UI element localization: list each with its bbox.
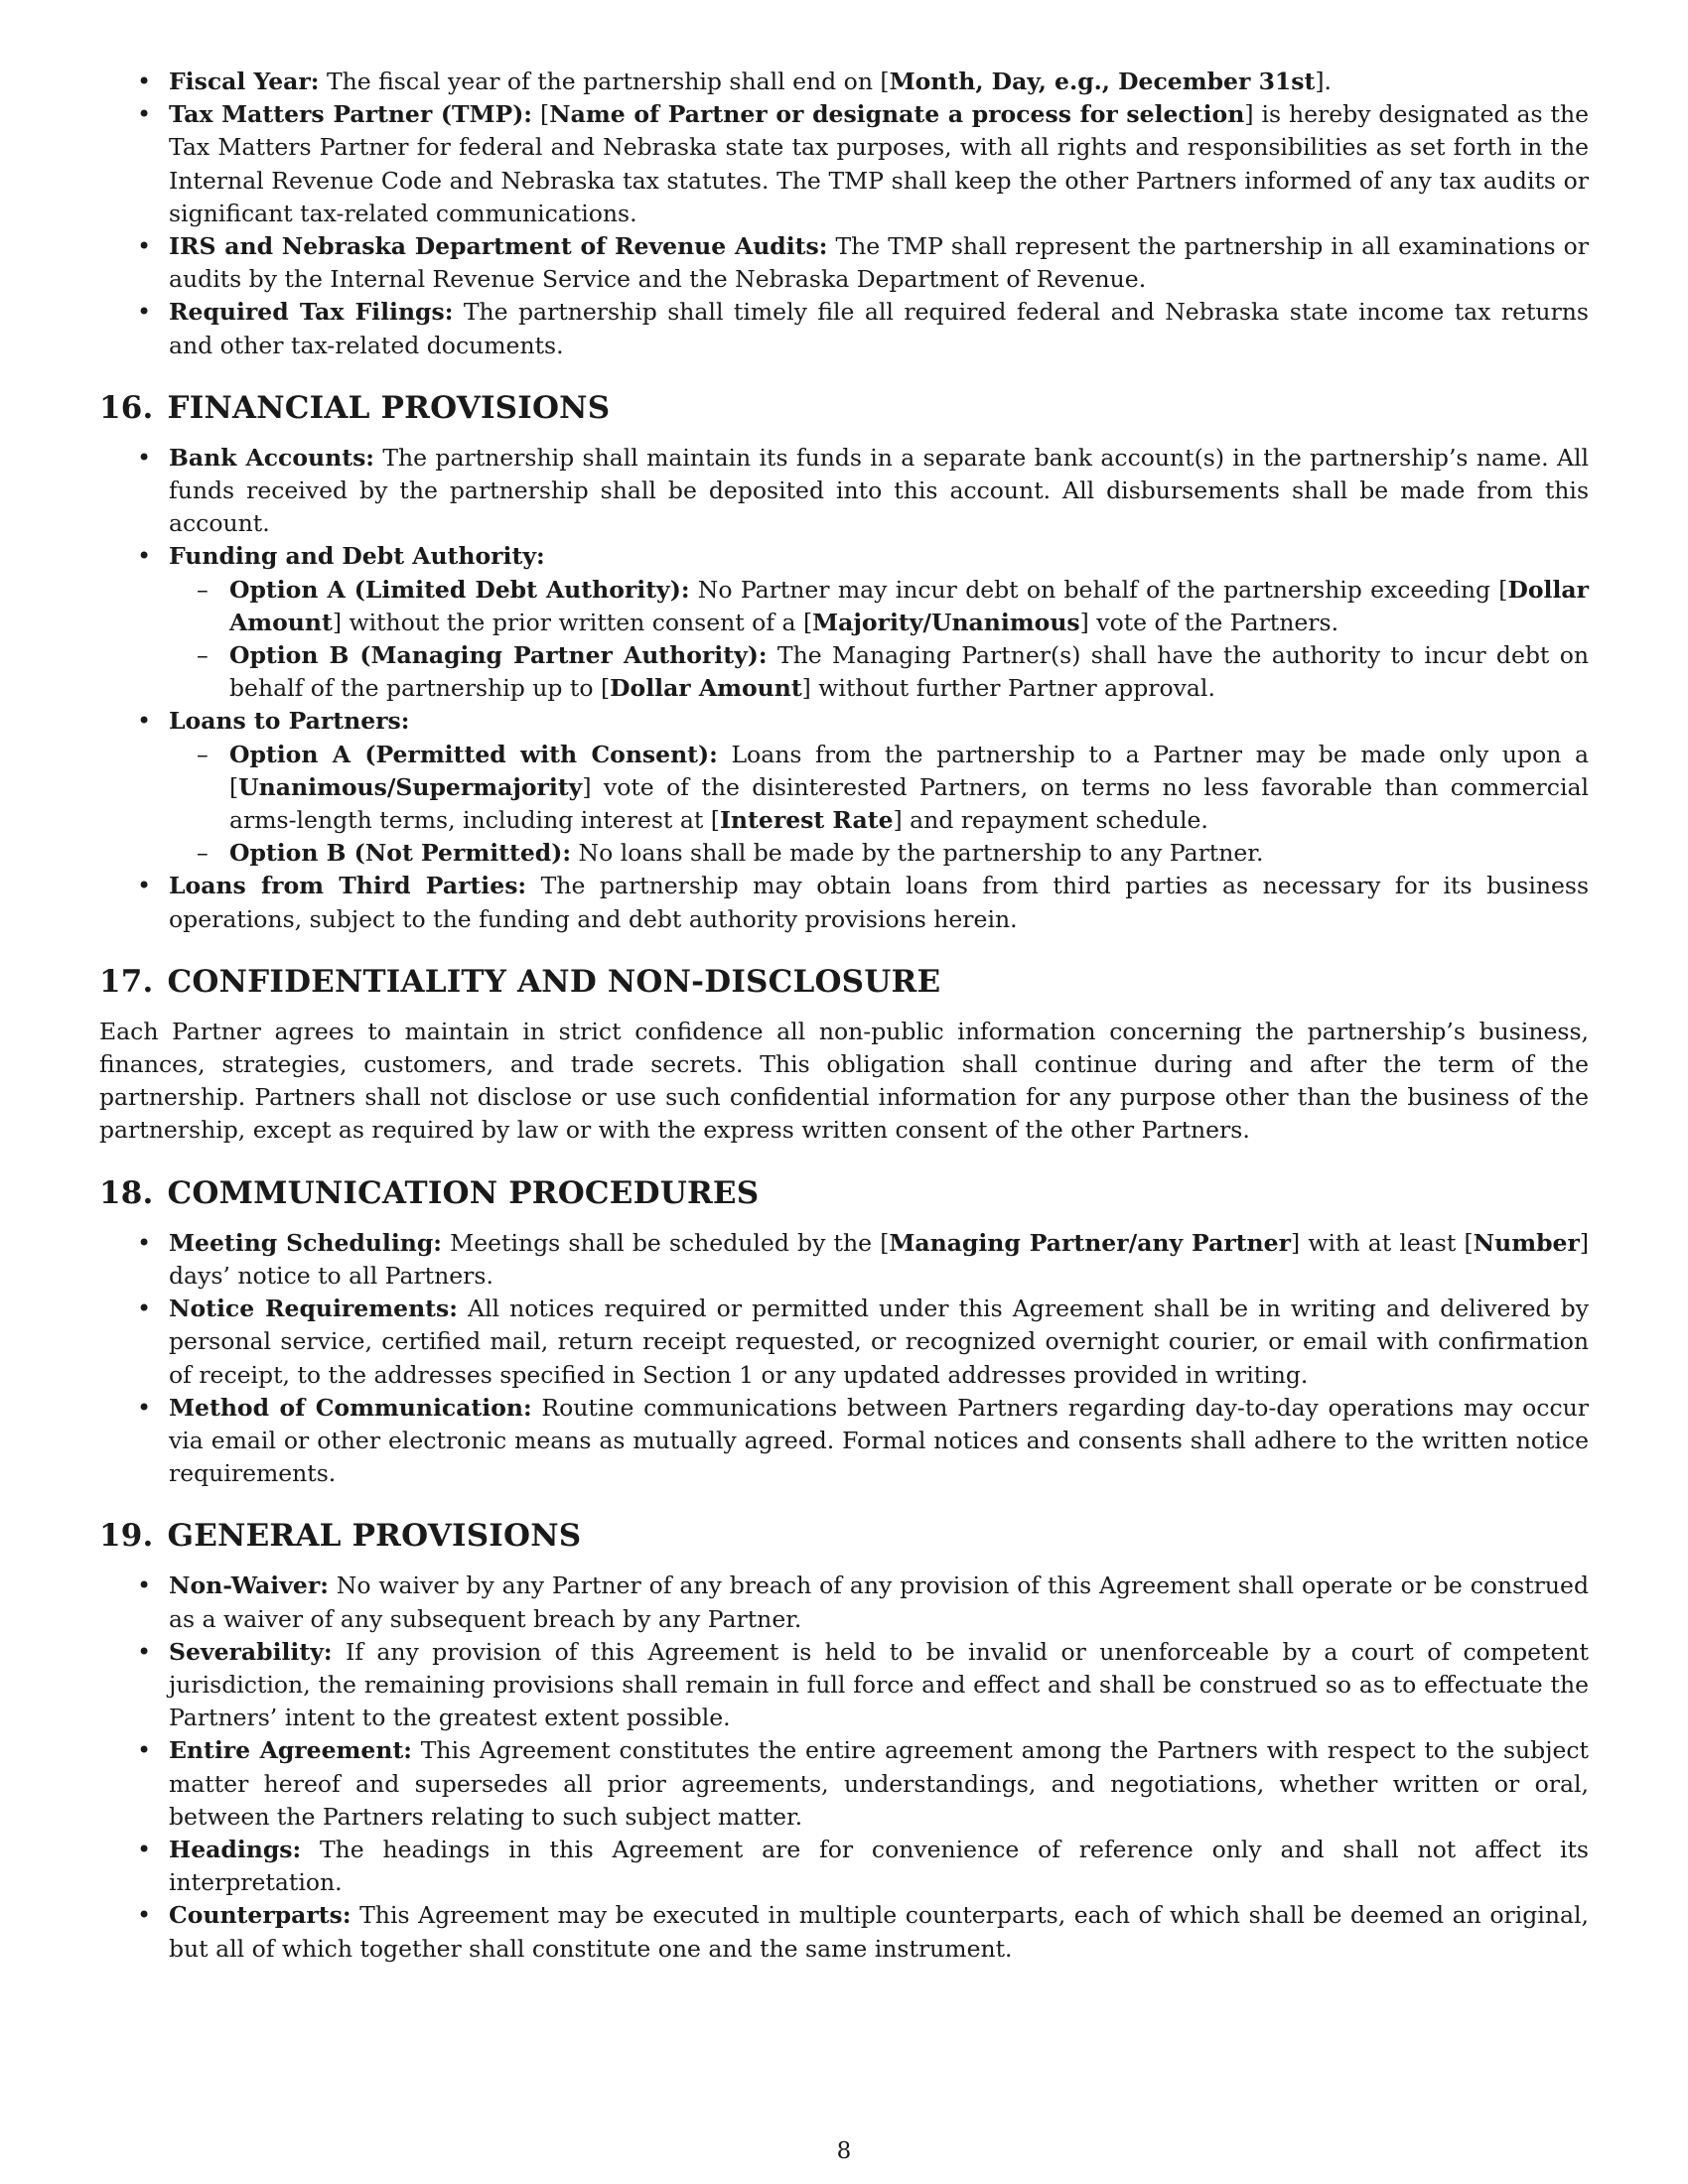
list-item-loans-third-parties: • Loans from Third Parties: The partnership may obtain loans from third parties as necessary for its business operations, subject to the funding and debt authority provisions herein. <box>99 870 1589 935</box>
list-item-headings: • Headings: The headings in this Agreement are for convenience of reference only and shall not affect its interpretation. <box>99 1834 1589 1899</box>
placeholder: Managing Partner/any Partner <box>889 1228 1291 1257</box>
placeholder: Number <box>1473 1228 1580 1257</box>
item-label: Fiscal Year: <box>169 68 320 95</box>
list-item-loans-to-partners <box>99 705 1589 870</box>
item-label: Severability: <box>169 1637 333 1666</box>
sub-item-option-b: – Option B (Managing Partner Authority): The Managing Partner(s) shall have the authority to incur debt on behalf of the partnership up to [Dollar Amount] without further Partner approval. <box>169 639 1589 705</box>
placeholder: Dollar Amount <box>229 575 1589 636</box>
section-heading-17: 17. CONFIDENTIALITY AND NON-DISCLOSURE <box>99 963 941 1000</box>
placeholder: Interest Rate <box>719 806 894 835</box>
item-label: Required Tax Filings: <box>169 298 454 327</box>
placeholder: Unanimous/Supermajority <box>238 772 583 801</box>
page-number: 8 <box>836 2138 852 2164</box>
financial-provisions-list <box>99 442 1589 936</box>
list-item-fiscal-year: • Fiscal Year: The fiscal year of the partnership shall end on [Month, Day, e.g., December 31st]. <box>99 66 1589 98</box>
placeholder: Majority/Unanimous <box>812 608 1080 636</box>
item-label: Headings: <box>169 1835 302 1863</box>
item-label: Loans from Third Parties: <box>169 872 527 900</box>
list-item-tax-matters-partner: • Tax Matters Partner (TMP): [Name of Partner or designate a process for selection] is hereby designated as the Tax Matters Partner for federal and Nebraska state tax purposes, with all rights and responsibilities as set forth in the Internal Revenue Code and Nebraska tax statutes. The TMP shall keep the other Partners informed of any tax audits or significant tax-related communications. <box>99 98 1589 230</box>
list-item-funding-debt <box>99 540 1589 705</box>
item-label: Counterparts: <box>169 1901 352 1930</box>
communication-procedures-list <box>99 1227 1589 1491</box>
funding-options-list <box>169 574 1589 706</box>
loan-options-list <box>169 739 1589 871</box>
item-label: Bank Accounts: <box>169 443 374 472</box>
general-provisions-list <box>99 1570 1589 1965</box>
placeholder: Month, Day, e.g., December 31st <box>889 68 1316 95</box>
section-heading-19: 19. GENERAL PROVISIONS <box>99 1518 582 1555</box>
tax-provisions-list <box>99 66 1589 362</box>
list-item-tax-filings: • Required Tax Filings: The partnership shall timely file all required federal and Nebraska state income tax returns and other tax-related documents. <box>99 296 1589 361</box>
list-item-severability: • Severability: If any provision of this Agreement is held to be invalid or unenforceable by a court of competent jurisdiction, the remaining provisions shall remain in full force and effect and shall be construed so as to effectuate the Partners’ intent to the greatest extent possible. <box>99 1636 1589 1735</box>
sub-item-option-a: – Option A (Permitted with Consent): Loans from the partnership to a Partner may be made only upon a [Unanimous/Supermajority] vote of the disinterested Partners, on terms no less favorable than commercial arms-length terms, including interest at [Interest Rate] and repayment schedule. <box>169 739 1589 838</box>
option-label: Option B (Managing Partner Authority): <box>229 641 768 670</box>
section-heading-16: 16. FINANCIAL PROVISIONS <box>99 389 611 426</box>
item-label: Tax Matters Partner (TMP): <box>169 100 532 129</box>
list-item-counterparts: • Counterparts: This Agreement may be executed in multiple counterparts, each of which shall be deemed an original, but all of which together shall constitute one and the same instrument. <box>99 1899 1589 1965</box>
item-label: Method of Communication: <box>169 1393 532 1422</box>
list-item-audits: • IRS and Nebraska Department of Revenue Audits: The TMP shall represent the partnership in all examinations or audits by the Internal Revenue Service and the Nebraska Department of Revenue. <box>99 230 1589 296</box>
sub-item-option-b: – Option B (Not Permitted): No loans shall be made by the partnership to any Partner. <box>169 837 1589 870</box>
item-label: Funding and Debt Authority: <box>169 542 545 571</box>
placeholder: Name of Partner or designate a process for selection <box>549 100 1245 129</box>
option-label: Option A (Permitted with Consent): <box>229 740 718 768</box>
list-item-non-waiver: • Non-Waiver: No waiver by any Partner of any breach of any provision of this Agreement shall operate or be construed as a waiver of any subsequent breach by any Partner. <box>99 1570 1589 1635</box>
document-page <box>99 66 1589 1966</box>
list-item-notice-requirements: • Notice Requirements: All notices required or permitted under this Agreement shall be in writing and delivered by personal service, certified mail, return receipt requested, or recognized overnight courier, or email with confirmation of receipt, to the addresses specified in Section 1 or any updated addresses provided in writing. <box>99 1293 1589 1392</box>
confidentiality-paragraph: Each Partner agrees to maintain in strict confidence all non-public information concerning the partnership’s business, finances, strategies, customers, and trade secrets. This obligation shall continue during and after the term of the partnership. Partners shall not disclose or use such confidential information for any purpose other than the business of the partnership, except as required by law or with the express written consent of the other Partners. <box>99 1017 1589 1145</box>
item-label: Entire Agreement: <box>169 1736 412 1765</box>
section-heading-18: 18. COMMUNICATION PROCEDURES <box>99 1174 760 1211</box>
item-label: Loans to Partners: <box>169 707 410 736</box>
item-label: Meeting Scheduling: <box>169 1228 442 1257</box>
option-label: Option B (Not Permitted): <box>229 839 572 868</box>
list-item-method-communication: • Method of Communication: Routine communications between Partners regarding day-to-day operations may occur via email or other electronic means as mutually agreed. Formal notices and consents shall adhere to the written notice requirements. <box>99 1392 1589 1491</box>
item-label: IRS and Nebraska Department of Revenue Audits: <box>169 232 828 261</box>
sub-item-option-a: – Option A (Limited Debt Authority): No Partner may incur debt on behalf of the partnership exceeding [Dollar Amount] without the prior written consent of a [Majority/Unanimous] vote of the Partners. <box>169 574 1589 639</box>
option-label: Option A (Limited Debt Authority): <box>229 575 690 604</box>
item-label: Notice Requirements: <box>169 1295 458 1323</box>
list-item-meeting-scheduling: • Meeting Scheduling: Meetings shall be scheduled by the [Managing Partner/any Partner] with at least [Number] days’ notice to all Partners. <box>99 1227 1589 1293</box>
item-label: Non-Waiver: <box>169 1571 329 1600</box>
list-item-bank-accounts: • Bank Accounts: The partnership shall maintain its funds in a separate bank account(s) in the partnership’s name. All funds received by the partnership shall be deposited into this account. All disbursements shall be made from this account. <box>99 442 1589 541</box>
list-item-entire-agreement: • Entire Agreement: This Agreement constitutes the entire agreement among the Partners with respect to the subject matter hereof and supersedes all prior agreements, understandings, and negotiations, whether written or oral, between the Partners relating to such subject matter. <box>99 1734 1589 1834</box>
placeholder: Dollar Amount <box>610 674 802 703</box>
